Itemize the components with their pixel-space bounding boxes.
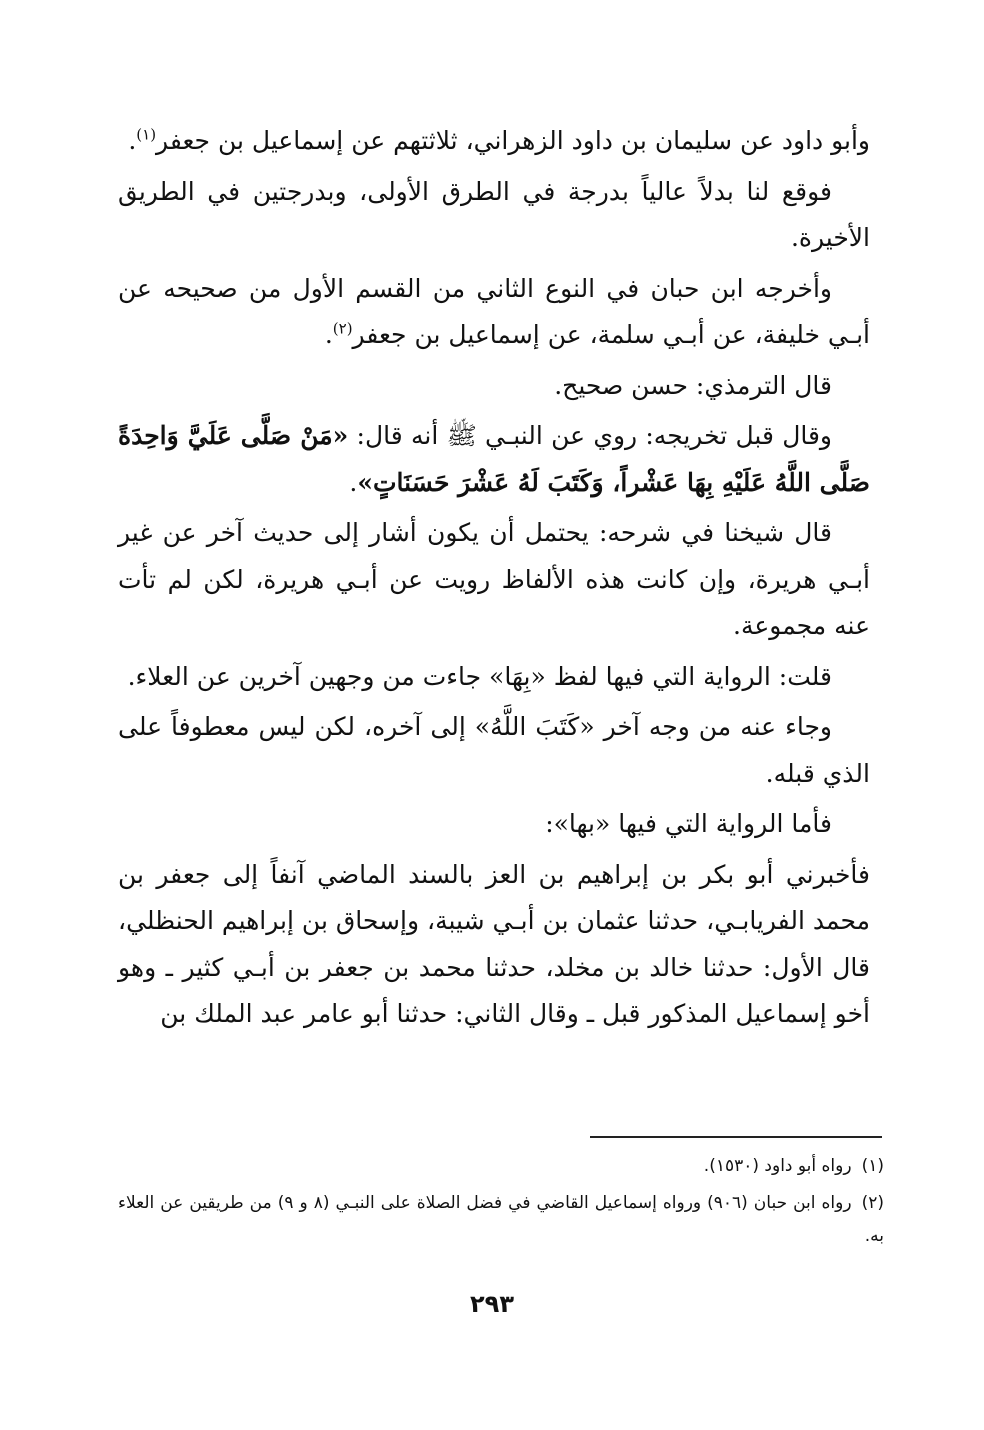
page-number: ٢٩٣ xyxy=(470,1290,514,1318)
paragraph-5-tail: . xyxy=(349,467,358,497)
footnote-2-text: رواه ابن حبان (٩٠٦) ورواه إسماعيل القاضي في فضل الصلاة على النبـي (٨ و ٩) من طريقين عن العلاء به. xyxy=(118,1193,884,1246)
footnote-ref-1: (١) xyxy=(136,125,157,144)
paragraph-8 xyxy=(118,704,870,797)
paragraph-1-tail: . xyxy=(128,126,137,155)
paragraph-6-text: قال شيخنا في شرحه: يحتمل أن يكون أشار إلى حديث آخر عن غير أبـي هريرة، وإن كانت هذه الألفاظ رويت عن أبـي هريرة، لكن لم تأت عنه مجموعة. xyxy=(118,518,870,640)
paragraph-1-text: وأبو داود عن سليمان بن داود الزهراني، ثلاثتهم عن إسماعيل بن جعفر xyxy=(156,126,870,155)
paragraph-3-tail: . xyxy=(324,320,333,349)
main-text xyxy=(118,118,870,1042)
paragraph-10-text: فأخبرني أبو بكر بن إبراهيم بن العز بالسند الماضي آنفاً إلى جعفر بن محمد الفريابـي، حدثنا عثمان بن أبـي شيبة، وإسحاق بن إبراهيم الحنظلي، قال الأول: حدثنا خالد بن مخلد، حدثنا محمد بن جعفر بن أبـي كثير ـ وهو أخو إسماعيل المذكور قبل ـ وقال الثاني: حدثنا أبو عامر عبد الملك بن xyxy=(118,859,870,1028)
paragraph-7 xyxy=(118,654,870,701)
paragraph-2 xyxy=(118,169,870,262)
footnote-1 xyxy=(118,1150,884,1183)
paragraph-1 xyxy=(118,118,870,165)
paragraph-3-text: وأخرجه ابن حبان في النوع الثاني من القسم الأول من صحيحه عن أبـي خليفة، عن أبـي سلمة، عن إسماعيل بن جعفر xyxy=(118,273,870,349)
paragraph-5-text: وقال قبل تخريجه: روي عن النبـي ﷺ أنه قال: xyxy=(348,421,832,450)
paragraph-7-text: قلت: الرواية التي فيها لفظ «بِهَا» جاءت من وجهين آخرين عن العلاء. xyxy=(127,661,832,691)
paragraph-6 xyxy=(118,510,870,650)
footnote-1-number: (١) xyxy=(861,1156,884,1176)
footnote-ref-2: (٢) xyxy=(332,319,353,338)
paragraph-9 xyxy=(118,801,870,848)
paragraph-4 xyxy=(118,363,870,410)
footnote-2-number: (٢) xyxy=(861,1193,884,1213)
footnotes xyxy=(118,1150,884,1257)
footnote-2 xyxy=(118,1187,884,1253)
paragraph-5 xyxy=(118,413,870,506)
footnote-separator xyxy=(590,1136,882,1138)
hadith-quote: «مَنْ صَلَّى عَلَيَّ وَاحِدَةً صَلَّى اللَّهُ عَلَيْهِ بِهَا عَشْراً، وَكَتَبَ لَهُ عَشْرَ حَسَنَاتٍ» xyxy=(118,421,870,497)
paragraph-8-text: وجاء عنه من وجه آخر «كَتَبَ اللَّهُ» إلى آخره، لكن ليس معطوفاً على الذي قبله. xyxy=(118,712,870,788)
paragraph-10 xyxy=(118,852,870,1038)
footnote-1-text: رواه أبو داود (١٥٣٠). xyxy=(703,1156,852,1176)
paragraph-3 xyxy=(118,266,870,359)
paragraph-2-text: فوقع لنا بدلاً عالياً بدرجة في الطرق الأولى، وبدرجتين في الطريق الأخيرة. xyxy=(118,176,870,252)
paragraph-4-text: قال الترمذي: حسن صحيح. xyxy=(554,370,832,400)
paragraph-9-text: فأما الرواية التي فيها «بها»: xyxy=(545,809,832,838)
